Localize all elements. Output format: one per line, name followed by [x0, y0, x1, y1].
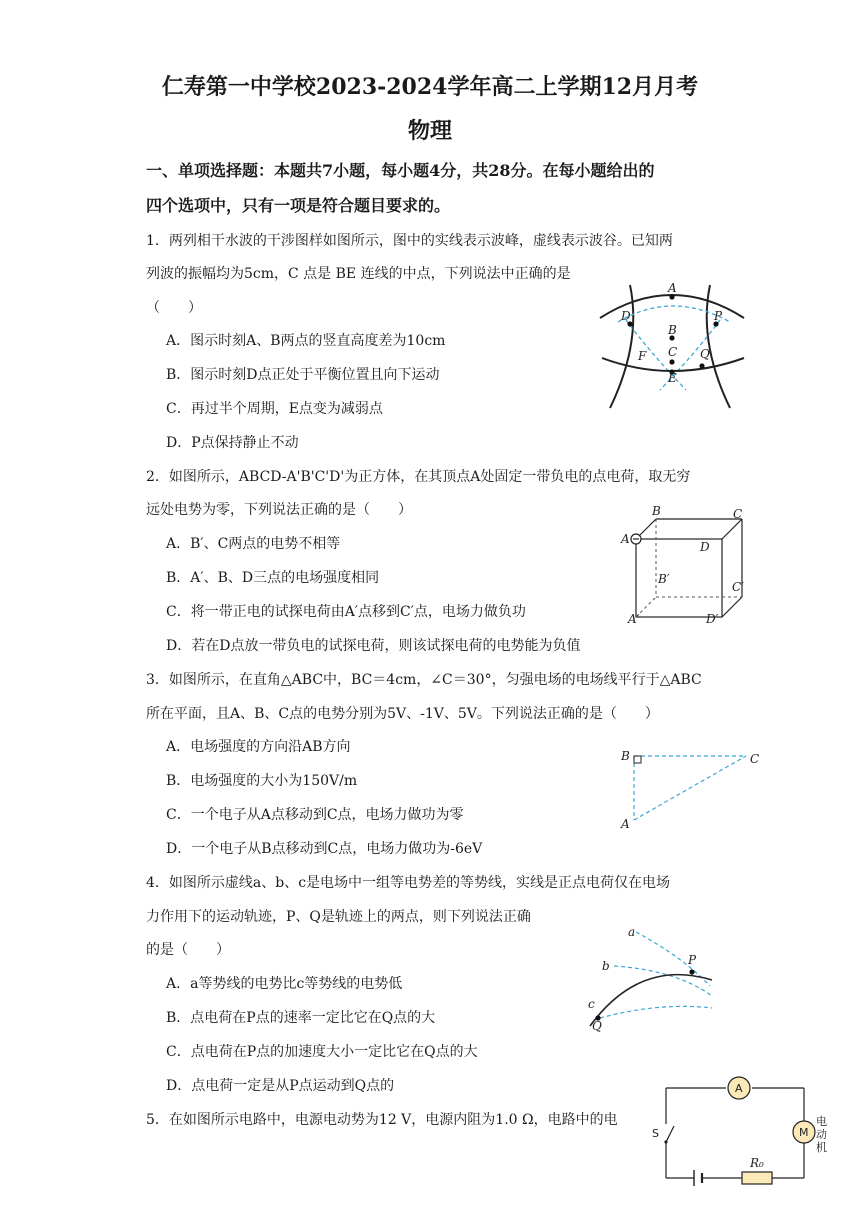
q1-point-c	[669, 359, 674, 364]
q4-option-d: D．点电荷一定是从P点运动到Q点的	[166, 1078, 395, 1094]
q1-label-d: D	[621, 309, 631, 323]
q5-label-resistor: R₀	[750, 1156, 764, 1170]
q4-equipotential-figure	[584, 922, 724, 1032]
q2-label-c: C	[733, 507, 743, 521]
q1-stem-line1: 1．两列相干水波的干涉图样如图所示，图中的实线表示波峰，虚线表示波谷。已知两	[146, 233, 673, 249]
q1-option-d: D．P点保持静止不动	[166, 435, 299, 451]
q2-label-d-prime: D′	[706, 612, 719, 626]
q1-option-c: C．再过半个周期，E点变为减弱点	[166, 401, 383, 417]
q3-label-c: C	[750, 752, 760, 766]
q3-triangle-figure	[616, 744, 766, 834]
q1-point-q	[699, 363, 704, 368]
q4-label-a: a	[628, 925, 636, 939]
q2-label-a-prime: A′	[628, 612, 640, 626]
exam-title: 仁寿第一中学校2023-2024学年高二上学期12月月考	[161, 74, 699, 100]
q4-label-b: b	[602, 959, 610, 973]
q1-label-a: A	[668, 281, 677, 295]
q3-option-c: C．一个电子从A点移动到C点，电场力做功为零	[166, 807, 464, 823]
q4-label-c: c	[588, 997, 595, 1011]
q3-label-b: B	[621, 749, 630, 763]
q3-option-d: D．一个电子从B点移动到C点，电场力做功为-6eV	[166, 841, 483, 857]
q3-stem-line1: 3．如图所示，在直角△ABC中，BC＝4cm，∠C＝30°，匀强电场的电场线平行于△ABC	[146, 672, 702, 688]
q5-label-switch: S	[652, 1127, 659, 1140]
q5-label-motor: M	[799, 1126, 809, 1139]
q5-label-ammeter: A	[735, 1082, 743, 1095]
section-header-line1: 一、单项选择题：本题共7小题，每小题4分，共28分。在每小题给出的	[146, 161, 655, 180]
q4-stem-line3: 的是（ ）	[146, 942, 230, 958]
q5-motor-text-1: 电	[816, 1115, 827, 1128]
q1-label-c: C	[668, 345, 678, 359]
q1-label-b: B	[668, 323, 677, 337]
q2-stem-line1: 2．如图所示，ABCD-A'B'C'D'为正方体，在其顶点A处固定一带负电的点电荷，取无穷	[146, 469, 691, 485]
q4-label-q: Q	[592, 1019, 602, 1033]
q4-line-b	[614, 966, 712, 996]
q2-label-b: B	[652, 504, 661, 518]
q2-label-b-prime: B′	[658, 572, 670, 586]
q2-option-b: B．A′、B、D三点的电场强度相同	[166, 570, 380, 586]
q3-option-a: A．电场强度的方向沿AB方向	[166, 739, 351, 755]
q5-motor-text-3: 机	[816, 1141, 827, 1154]
q1-crest-arc-right	[707, 285, 730, 408]
q1-point-a	[669, 294, 674, 299]
q5-motor-text-2: 动	[816, 1128, 827, 1141]
q1-option-a: A．图示时刻A、B两点的竖直高度差为10cm	[166, 333, 446, 349]
q1-label-e: E	[668, 371, 677, 385]
q4-line-a	[636, 932, 710, 986]
q5-circuit-figure	[650, 1074, 835, 1216]
q1-stem-line2: 列波的振幅均为5cm，C 点是 BE 连线的中点，下列说法中正确的是	[146, 266, 571, 282]
q4-point-p	[689, 969, 694, 974]
q2-label-a: A	[621, 532, 630, 546]
q1-stem-line3: （ ）	[146, 300, 202, 316]
q4-option-b: B．点电荷在P点的速率一定比它在Q点的大	[166, 1010, 436, 1026]
q1-label-p: P	[714, 309, 723, 323]
q1-option-b: B．图示时刻D点正处于平衡位置且向下运动	[166, 367, 440, 383]
q1-label-q: Q	[700, 347, 710, 361]
q4-line-c	[600, 1006, 712, 1018]
q2-option-a: A．B′、C两点的电势不相等	[166, 536, 341, 552]
q2-option-d: D．若在D点放一带负电的试探电荷，则该试探电荷的电势能为负值	[166, 638, 581, 654]
q2-cube-figure	[620, 505, 755, 630]
q1-label-f: F	[638, 349, 647, 363]
q5-resistor-icon	[742, 1172, 772, 1184]
q4-label-p: P	[688, 953, 697, 967]
q4-option-a: A．a等势线的电势比c等势线的电势低	[166, 976, 403, 992]
q2-label-c-prime: C′	[732, 580, 744, 594]
q4-option-c: C．点电荷在P点的加速度大小一定比它在Q点的大	[166, 1044, 478, 1060]
q1-interference-figure	[590, 280, 760, 410]
q3-label-a: A	[621, 817, 630, 831]
q4-trajectory	[590, 975, 712, 1026]
q3-option-b: B．电场强度的大小为150V/m	[166, 773, 358, 789]
q5-stem-line1: 5．在如图所示电路中，电源电动势为12 V，电源内阻为1.0 Ω，电路中的电	[146, 1112, 618, 1128]
section-header-line2: 四个选项中，只有一项是符合题目要求的。	[146, 196, 451, 215]
q2-label-d: D	[700, 540, 710, 554]
q2-option-c: C．将一带正电的试探电荷由A′点移到C′点，电场力做负功	[166, 604, 526, 620]
subject-title: 物理	[407, 118, 452, 144]
q4-stem-line2: 力作用下的运动轨迹，P、Q是轨迹上的两点，则下列说法正确	[146, 909, 531, 925]
q4-stem-line1: 4．如图所示虚线a、b、c是电场中一组等电势差的等势线，实线是正点电荷仅在电场	[146, 875, 671, 891]
q2-stem-line2: 远处电势为零，下列说法正确的是（ ）	[146, 502, 412, 518]
q3-stem-line2: 所在平面，且A、B、C点的电势分别为5V、-1V、5V。下列说法正确的是（ ）	[146, 706, 659, 722]
